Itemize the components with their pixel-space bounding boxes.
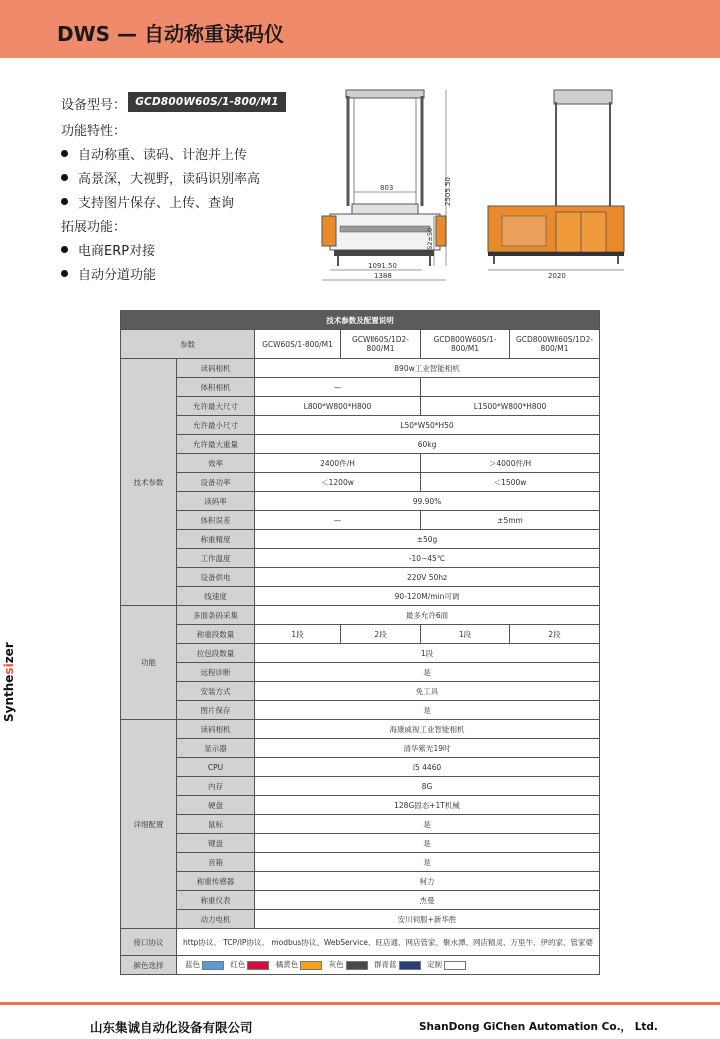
color-swatch-blue <box>202 961 224 970</box>
row-label: 多面条码采集 <box>177 606 255 625</box>
footer-company-cn: 山东集诚自动化设备有限公司 <box>90 1020 253 1035</box>
row-value: -10~45℃ <box>255 549 600 568</box>
group-label: 颜色选择 <box>121 956 177 975</box>
color-label: 灰色 <box>328 960 344 970</box>
row-value: 是 <box>255 663 600 682</box>
row-value: ＜1500w <box>421 473 600 492</box>
group-label: 接口协议 <box>121 929 177 956</box>
iface-value: http协议、 TCP/IP协议、 modbus协议、WebService、旺店通、网店管家、聚水潭、网店精灵、万里牛、伊的家、管家婆 <box>177 929 600 956</box>
row-label: 工作温度 <box>177 549 255 568</box>
row-label: 线速度 <box>177 587 255 606</box>
color-swatch-gray <box>346 961 368 970</box>
color-label: 定制 <box>426 960 442 970</box>
row-value: 最多允许6面 <box>255 606 600 625</box>
feature-item: 支持图片保存、上传、查询 <box>61 192 234 211</box>
row-value: 免工具 <box>255 682 600 701</box>
row-value: ±5mm <box>421 511 600 530</box>
bullet-icon <box>61 198 68 205</box>
side-brand-label <box>2 642 24 822</box>
row-label: 称重精度 <box>177 530 255 549</box>
row-value: 是 <box>255 834 600 853</box>
row-value: i5 4460 <box>255 758 600 777</box>
row-value: — <box>255 378 421 397</box>
features-label: 功能特性： <box>61 124 127 139</box>
feature-item: 自动称重、读码、计泡并上传 <box>61 144 247 163</box>
side-label-part3: zer <box>2 642 16 664</box>
dim-2020: 2020 <box>548 272 566 280</box>
row-value: 是 <box>255 853 600 872</box>
model-header: GCWⅡ60S/1D2-800/M1 <box>341 330 421 359</box>
row-label: 读码率 <box>177 492 255 511</box>
bullet-icon <box>61 270 68 277</box>
row-label: 允许最小尺寸 <box>177 416 255 435</box>
row-label: 允许最大重量 <box>177 435 255 454</box>
row-value: 60kg <box>255 435 600 454</box>
row-value: 海康威视工业智能相机 <box>255 720 600 739</box>
row-label: CPU <box>177 758 255 777</box>
row-value: 安川伺服+新华胜 <box>255 910 600 929</box>
color-label: 群青蓝 <box>374 960 397 970</box>
row-value: — <box>255 511 421 530</box>
row-label: 内存 <box>177 777 255 796</box>
row-label: 称重仪表 <box>177 891 255 910</box>
row-value: 2段 <box>341 625 421 644</box>
model-value: GCD800W60S/1-800/M1 <box>128 92 286 112</box>
row-label: 拉包段数量 <box>177 644 255 663</box>
footer-divider <box>0 1002 720 1005</box>
front-view-drawing <box>312 86 472 286</box>
row-value: L800*W800*H800 <box>255 397 421 416</box>
row-label: 称重传感器 <box>177 872 255 891</box>
row-label: 读码相机 <box>177 720 255 739</box>
row-value: ＞4000件/H <box>421 454 600 473</box>
row-label: 称重段数量 <box>177 625 255 644</box>
row-value: 1段 <box>255 644 600 663</box>
page-title: DWS — 自动称重读码仪 <box>57 22 284 46</box>
color-swatch-ultramarine <box>399 961 421 970</box>
model-header: GCD800W60S/1-800/M1 <box>421 330 510 359</box>
side-label-part2: si <box>2 663 16 675</box>
row-value: L1500*W800*H800 <box>421 397 600 416</box>
row-value: 1段 <box>255 625 341 644</box>
row-value: 8G <box>255 777 600 796</box>
row-value: 128G固态+1T机械 <box>255 796 600 815</box>
row-label: 键盘 <box>177 834 255 853</box>
color-label: 蓝色 <box>185 960 200 970</box>
side-label-part1: Synthe <box>2 674 16 722</box>
row-label: 远程诊断 <box>177 663 255 682</box>
row-label: 体积误差 <box>177 511 255 530</box>
model-header: GCW60S/1-800/M1 <box>255 330 341 359</box>
bullet-icon <box>61 150 68 157</box>
row-label: 动力电机 <box>177 910 255 929</box>
row-label: 设备功率 <box>177 473 255 492</box>
model-label: 设备型号： <box>61 98 127 113</box>
dim-803: 803 <box>380 184 394 192</box>
ext-item: 电商ERP对接 <box>61 240 155 259</box>
group-label: 功能 <box>121 606 177 720</box>
bullet-icon <box>61 174 68 181</box>
row-label: 硬盘 <box>177 796 255 815</box>
color-label: 红色 <box>230 960 246 970</box>
row-label: 体积相机 <box>177 378 255 397</box>
row-label: 显示器 <box>177 739 255 758</box>
row-value: 890w工业智能相机 <box>255 359 600 378</box>
footer-company-en: ShanDong GiChen Automation Co.， Ltd. <box>419 1021 658 1033</box>
row-value: 1段 <box>421 625 510 644</box>
color-swatch-red <box>247 961 269 970</box>
row-value: 90-120M/min可调 <box>255 587 600 606</box>
dim-2505: 2505.50 <box>444 177 452 206</box>
row-label: 允许最大尺寸 <box>177 397 255 416</box>
dim-1388: 1388 <box>374 272 392 280</box>
row-value: 杰曼 <box>255 891 600 910</box>
page-header <box>0 0 720 58</box>
row-label: 音箱 <box>177 853 255 872</box>
row-label: 图片保存 <box>177 701 255 720</box>
ext-item: 自动分道功能 <box>61 264 156 283</box>
row-value: 是 <box>255 701 600 720</box>
row-value: 220V 50hz <box>255 568 600 587</box>
color-swatch-orange <box>300 961 322 970</box>
group-label: 详细配置 <box>121 720 177 929</box>
row-label: 效率 <box>177 454 255 473</box>
param-header: 参数 <box>121 330 255 359</box>
row-value: 柯力 <box>255 872 600 891</box>
row-label: 读码相机 <box>177 359 255 378</box>
dim-1091: 1091.50 <box>368 262 397 270</box>
spec-table <box>120 310 600 975</box>
row-value: L50*W50*H50 <box>255 416 600 435</box>
dim-752: 752±50 <box>426 227 434 254</box>
model-row <box>61 94 126 113</box>
feature-item: 高景深，大视野，读码识别率高 <box>61 168 260 187</box>
row-value: 99.90% <box>255 492 600 511</box>
model-header: GCD800WⅡ60S/1D2-800/M1 <box>510 330 600 359</box>
row-value: 清华紫光19吋 <box>255 739 600 758</box>
row-value: ＜1200w <box>255 473 421 492</box>
ext-label: 拓展功能： <box>61 220 127 235</box>
row-value: ±50g <box>255 530 600 549</box>
group-label: 技术参数 <box>121 359 177 606</box>
row-value: 是 <box>255 815 600 834</box>
row-label: 安装方式 <box>177 682 255 701</box>
color-swatch-custom <box>444 961 466 970</box>
row-label: 鼠标 <box>177 815 255 834</box>
color-options <box>177 956 600 975</box>
bullet-icon <box>61 246 68 253</box>
row-label: 设备供电 <box>177 568 255 587</box>
row-value: 2段 <box>510 625 600 644</box>
row-value <box>421 378 600 397</box>
color-label: 橘黄色 <box>275 960 299 970</box>
row-value: 2400件/H <box>255 454 421 473</box>
table-caption: 技术参数及配置说明 <box>121 311 600 330</box>
side-view-drawing <box>484 86 634 286</box>
